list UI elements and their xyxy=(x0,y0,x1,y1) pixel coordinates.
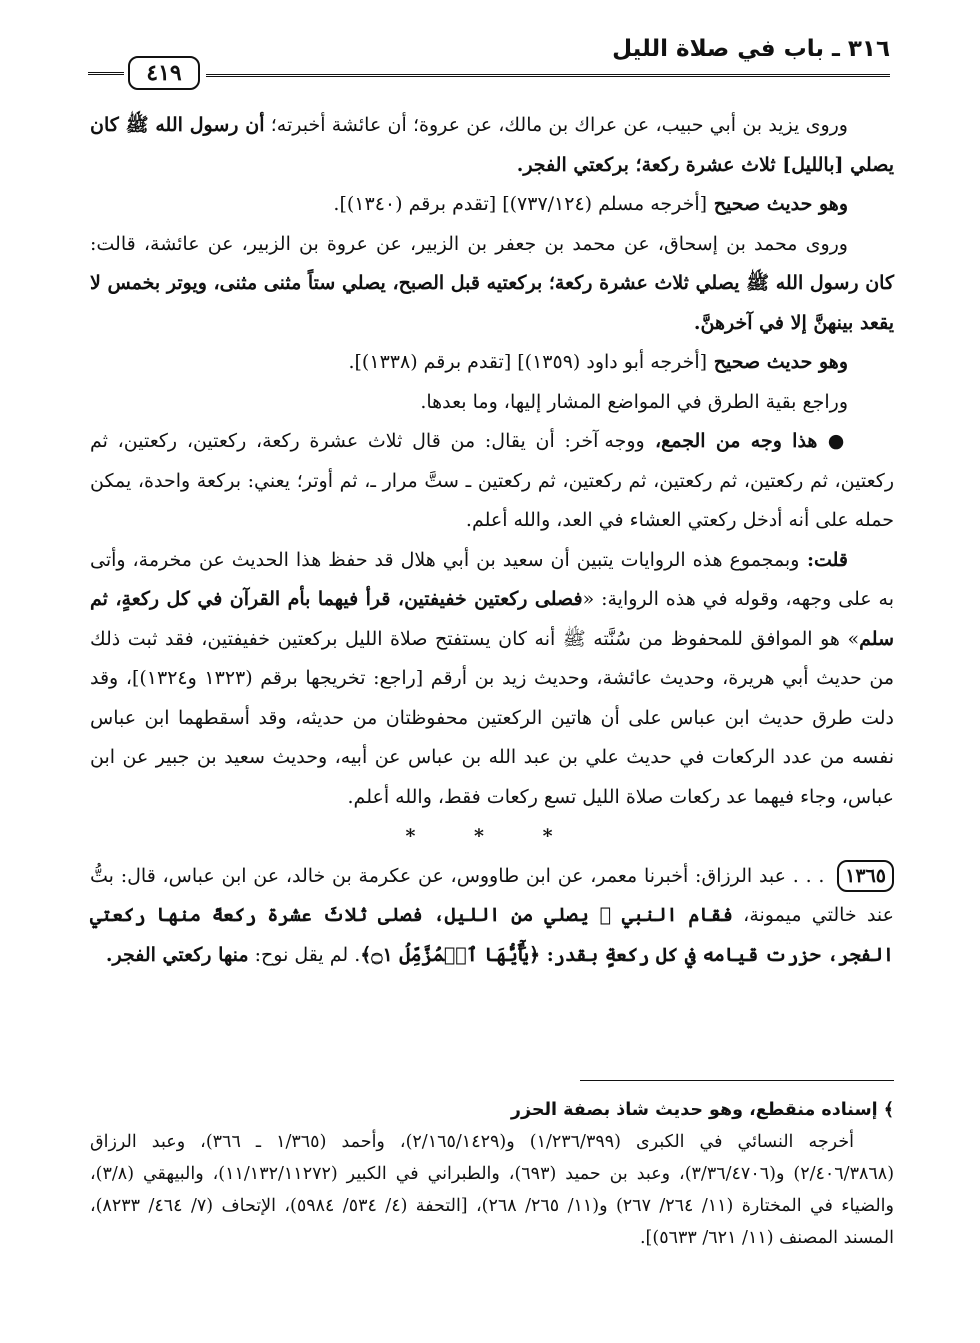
paragraph xyxy=(90,225,894,344)
reference-text: [أخرجه أبو داود (١٣٥٩)] [تقدم برقم (١٣٣٨)]. xyxy=(348,351,708,373)
header-rule xyxy=(206,74,890,77)
main-text xyxy=(90,106,894,975)
reference-text: [أخرجه مسلم (٧٣٧/١٢٤)] [تقدم برقم (١٣٤٠)]. xyxy=(333,193,708,215)
footnote xyxy=(90,1094,894,1254)
paragraph xyxy=(90,541,894,818)
section-separator: * * * xyxy=(405,825,579,847)
hadith-quote: فقام النبي ﷺ يصلي من الليل، فصلى ثلاثَ عشرة ركعةً منها ركعتي الفجر، حزرت قيامه في كل ركعةٍ بقدر: ﴿يَٰٓأَيُّهَا ٱلۡمُزَّمِّلُ ۝١﴾ xyxy=(90,904,894,966)
hadith-quote: فصلى ركعتين خفيفتين، قرأ فيهما بأم القرآن في كل ركعةٍ، ثم سلم xyxy=(90,588,894,650)
text-run: ووجه آخر: أن يقال: من قال ثلاث عشرة ركعة، ركعتين، ركعتين، ثم ركعتين، ثم ركعتين، ثم ركعتين، ثم ركعتين، ثم ركعتين ـ ستَّ مرار ـ، ثم أوتر؛ يعني: بركعة واحدة، يمكن حمله على أنه أدخل ركعتي العشاء في العد، والله أعلم. xyxy=(90,430,894,531)
footnote-heading: ﴾ إسناده منقطع، وهو حديث شاذ بصفة الحزر xyxy=(510,1100,894,1120)
hadith-quote: منها ركعتي الفجر. xyxy=(105,943,249,966)
paragraph xyxy=(90,343,894,383)
header-rule-left xyxy=(88,72,124,75)
text-run: وروى محمد بن إسحاق، عن محمد بن جعفر بن الزبير، عن عروة بن الزبير، عن عائشة، قالت: xyxy=(90,232,848,255)
isnad-text: . . . عبد الرزاق: أخبرنا معمر، عن ابن طاووس، عن عكرمة بن خالد، عن ابن عباس، قال: بتُّ عند خالتي ميمونة، xyxy=(90,864,894,926)
hadith-quote: كان رسول الله ﷺ يصلي ثلاث عشرة ركعة؛ بركعتيه قبل الصبح، يصلي ستاً مثنى مثنى، ويوتر بخمس لا يقعد بينهنَّ إلا في آخرهنَّ. xyxy=(90,272,894,334)
page-number-badge xyxy=(124,54,204,92)
text-run: وراجع بقية الطرق في المواضع المشار إليها، وما بعدها. xyxy=(420,390,848,413)
page-number: ٤١٩ xyxy=(146,60,182,86)
hadith-number: ١٣٦٥ xyxy=(837,860,894,892)
paragraph xyxy=(90,106,894,185)
grading-label: وهو حديث صحيح xyxy=(707,351,848,373)
paragraph xyxy=(90,383,894,423)
footnote-body: أخرجه النسائي في الكبرى (١/٢٣٦/٣٩٩) و(٢/١٦٥/١٤٢٩)، وأحمد (١/٣٦٥ ـ ٣٦٦)، وعبد الرزاق (٢/٤٠٦/٣٨٦٨) و(٣/٣٦/٤٧٠٦)، وعبد بن حميد (٦٩٣)، والطبراني في الكبير (١١/١٣٢/١١٢٧٢)، والبيهقي (٣/٨)، والضياء في المختارة (١١/ ٢٦٤/ ٢٦٧) و(١١/ ٢٦٥/ ٢٦٨)، [التحفة (٤/ ٥٣٤/ ٥٩٨٤)، الإتحاف (٧/ ٤٦٤/ ٨٢٣٣)، المسند المصنف (١١/ ٦٢١/ ٥٦٣٣)]. xyxy=(90,1132,895,1248)
paragraph xyxy=(90,422,894,541)
hadith-entry xyxy=(90,857,894,976)
text-run: » هو الموافق للمحفوظ من سُنَّته ﷺ أنه كان يستفتح صلاة الليل بركعتين خفيفتين، فقد ثبت ذلك من حديث أبي هريرة، وحديث عائشة، وحديث زيد بن أرقم [راجع: تخريجها برقم (١٣٢٣ و١٣٢٤)]، وقد دلت طرق حديث ابن عباس على أن هاتين الركعتين محفوظتان من حديثه، وقد أسقطهما ابن عباس نفسه من عدد الركعات في حديث علي بن عبد الله بن عباس عن أبيه، وحديث سعيد بن جبير عن ابن عباس، وجاء فيهما عد ركعات صلاة الليل تسع ركعات فقط، والله أعلم. xyxy=(90,627,895,808)
text-run: وروى يزيد بن أبي حبيب، عن عراك بن مالك، عن عروة؛ أن عائشة أخبرته؛ xyxy=(264,114,848,136)
page-header xyxy=(88,28,890,88)
section-lead: قلت: xyxy=(799,548,848,571)
text-run: وبمجموع هذه الروايات يتبين أن سعيد بن أبي هلال قد حفظ هذا الحديث عن مخرمة، وأتى به على وجهه، وقوله في هذه الرواية: « xyxy=(90,548,894,610)
text-run: . لم يقل نوح: xyxy=(248,943,361,966)
footnote-divider xyxy=(580,1080,894,1081)
hadith-quote: أن رسول الله ﷺ كان يصلي [بالليل] ثلاث عشرة ركعة؛ بركعتي الفجر. xyxy=(90,114,894,176)
chapter-title: ٣١٦ ـ باب في صلاة الليل xyxy=(612,36,890,62)
grading-label: وهو حديث صحيح xyxy=(707,193,848,215)
section-lead: ● هذا وجه من الجمع، xyxy=(644,430,849,452)
paragraph xyxy=(90,185,894,225)
